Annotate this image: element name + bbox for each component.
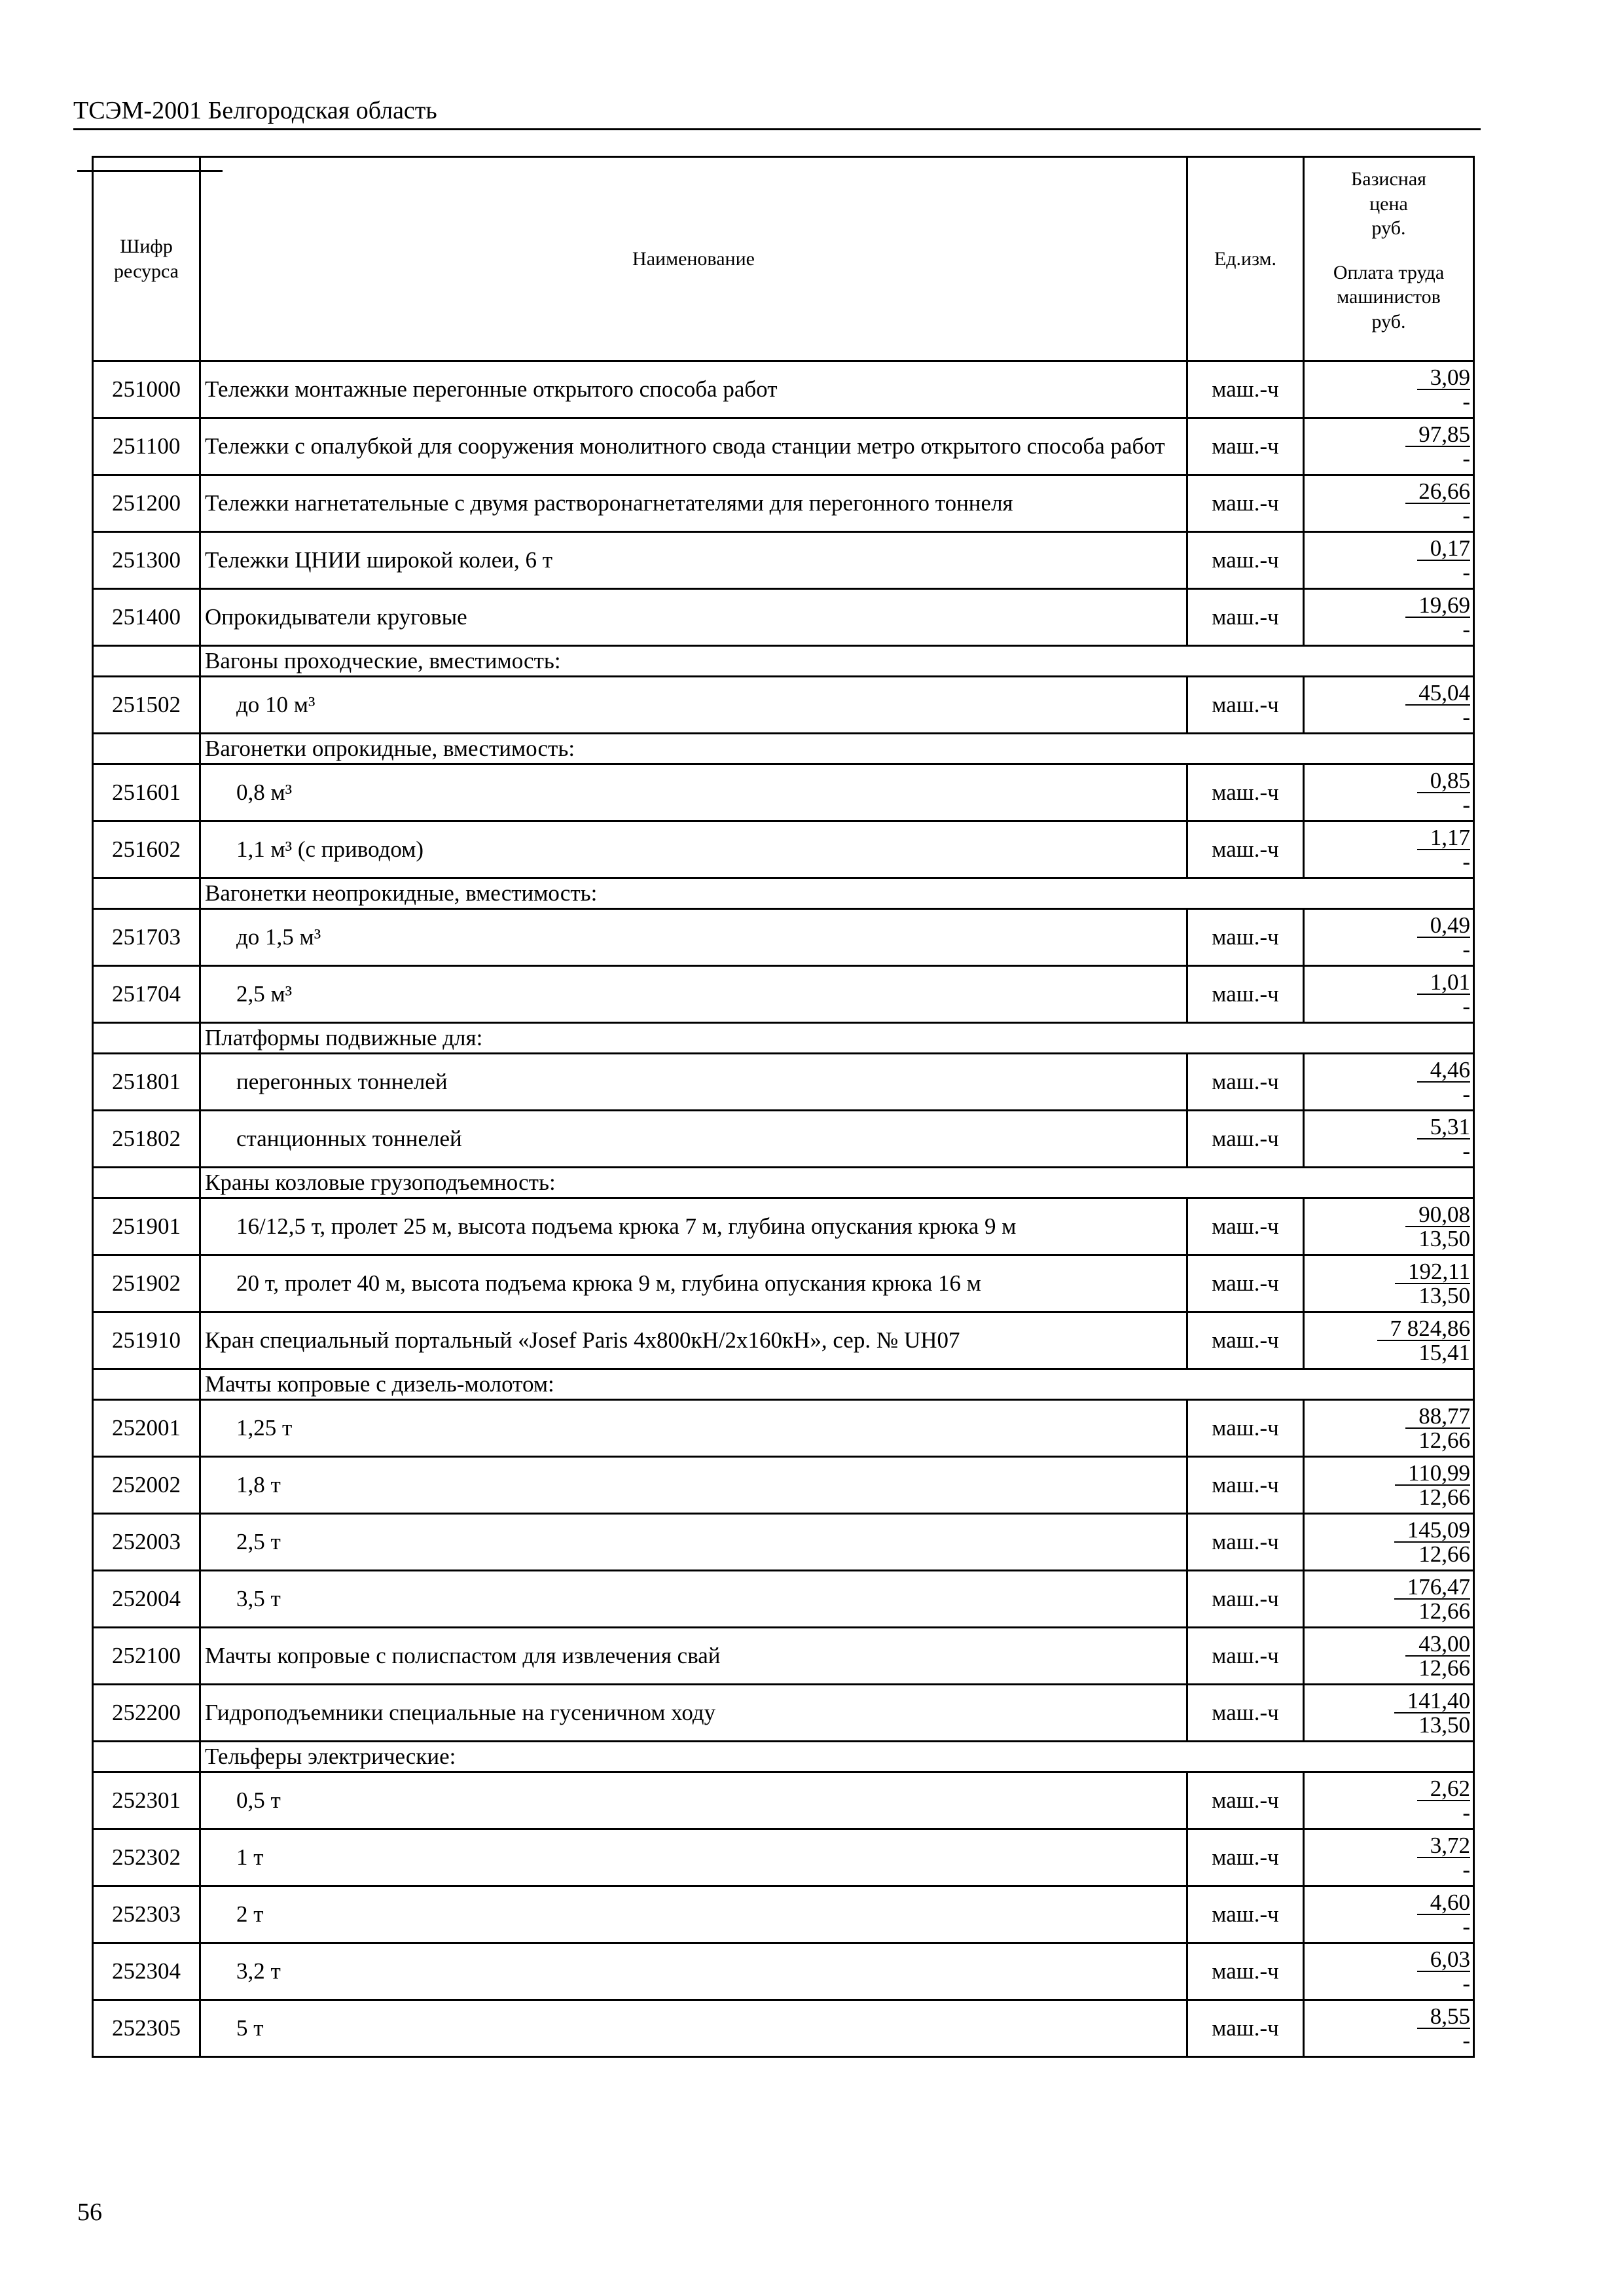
- resource-name: 1,25 т: [200, 1400, 1187, 1457]
- base-price: 192,11: [1395, 1260, 1470, 1284]
- header-price-line: руб.: [1371, 217, 1406, 239]
- resource-price-cell: [1304, 475, 1474, 532]
- base-price: 1,01: [1417, 971, 1470, 995]
- table-row: [93, 361, 1474, 418]
- resource-price-cell: [1304, 1685, 1474, 1742]
- header-labor-line: руб.: [1371, 310, 1406, 332]
- resource-code: 251601: [93, 764, 200, 821]
- group-code-cell: [93, 1369, 200, 1400]
- operator-labor-cost: -: [1462, 994, 1470, 1019]
- resource-price-cell: [1304, 764, 1474, 821]
- group-code-cell: [93, 878, 200, 909]
- resource-price-cell: [1304, 909, 1474, 966]
- resource-unit: маш.-ч: [1187, 1514, 1304, 1571]
- resource-price-cell: [1304, 1772, 1474, 1829]
- group-title: Вагоны проходческие, вместимость:: [200, 646, 1474, 677]
- group-title: Вагонетки опрокидные, вместимость:: [200, 734, 1474, 764]
- group-code-cell: [93, 1742, 200, 1772]
- resource-price-cell: [1304, 1514, 1474, 1571]
- resource-unit: маш.-ч: [1187, 1685, 1304, 1742]
- operator-labor-cost: -: [1462, 503, 1470, 528]
- resource-code: 251400: [93, 589, 200, 646]
- resource-code: 251901: [93, 1198, 200, 1255]
- table-group-row: [93, 646, 1474, 677]
- resource-code: 251502: [93, 677, 200, 734]
- table-row: [93, 1628, 1474, 1685]
- resource-code: 252002: [93, 1457, 200, 1514]
- resource-name: Тележки ЦНИИ широкой колеи, 6 т: [200, 532, 1187, 589]
- base-price: 88,77: [1405, 1405, 1470, 1429]
- table-row: [93, 2000, 1474, 2057]
- resource-name: 0,8 м³: [200, 764, 1187, 821]
- resource-name: Тележки нагнетательные с двумя растворонагнетателями для перегонного тоннеля: [200, 475, 1187, 532]
- resource-code: 252100: [93, 1628, 200, 1685]
- resource-name: 1,8 т: [200, 1457, 1187, 1514]
- resource-price-cell: [1304, 1400, 1474, 1457]
- table-row: [93, 1457, 1474, 1514]
- operator-labor-cost: -: [1462, 446, 1470, 471]
- table-row: [93, 1829, 1474, 1886]
- table-group-row: [93, 1742, 1474, 1772]
- table-row: [93, 1886, 1474, 1943]
- resource-price-cell: [1304, 532, 1474, 589]
- resource-name: 5 т: [200, 2000, 1187, 2057]
- resource-name: 0,5 т: [200, 1772, 1187, 1829]
- table-group-row: [93, 1168, 1474, 1198]
- group-code-cell: [93, 1023, 200, 1054]
- resource-code: 252003: [93, 1514, 200, 1571]
- resource-code: 252305: [93, 2000, 200, 2057]
- price-table: [92, 156, 1475, 2058]
- base-price: 0,85: [1417, 769, 1470, 793]
- resource-code: 251703: [93, 909, 200, 966]
- header-code: Шифр ресурса: [93, 157, 200, 361]
- base-price: 19,69: [1405, 594, 1470, 618]
- resource-unit: маш.-ч: [1187, 1829, 1304, 1886]
- base-price: 45,04: [1405, 681, 1470, 706]
- operator-labor-cost: -: [1462, 1138, 1470, 1164]
- resource-name: 3,2 т: [200, 1943, 1187, 2000]
- operator-labor-cost: 15,41: [1418, 1340, 1470, 1365]
- base-price: 26,66: [1405, 480, 1470, 504]
- resource-name: Гидроподъемники специальные на гусеничном ходу: [200, 1685, 1187, 1742]
- operator-labor-cost: 13,50: [1418, 1712, 1470, 1738]
- resource-name: станционных тоннелей: [200, 1111, 1187, 1168]
- resource-unit: маш.-ч: [1187, 589, 1304, 646]
- group-code-cell: [93, 734, 200, 764]
- resource-code: 252004: [93, 1571, 200, 1628]
- resource-price-cell: [1304, 1198, 1474, 1255]
- resource-name: 3,5 т: [200, 1571, 1187, 1628]
- table-body: [93, 361, 1474, 2057]
- group-code-cell: [93, 646, 200, 677]
- operator-labor-cost: -: [1462, 1081, 1470, 1107]
- table-group-row: [93, 734, 1474, 764]
- base-price: 2,62: [1417, 1777, 1470, 1801]
- resource-name: 16/12,5 т, пролет 25 м, высота подъема крюка 7 м, глубина опускания крюка 9 м: [200, 1198, 1187, 1255]
- resource-price-cell: [1304, 1054, 1474, 1111]
- resource-unit: маш.-ч: [1187, 1255, 1304, 1312]
- resource-code: 252303: [93, 1886, 200, 1943]
- resource-name: Тележки монтажные перегонные открытого способа работ: [200, 361, 1187, 418]
- operator-labor-cost: -: [1462, 792, 1470, 817]
- table-row: [93, 1943, 1474, 2000]
- table-group-row: [93, 1023, 1474, 1054]
- header-price-line: Базисная: [1351, 168, 1426, 190]
- table-row: [93, 418, 1474, 475]
- table-group-row: [93, 1369, 1474, 1400]
- resource-unit: маш.-ч: [1187, 2000, 1304, 2057]
- table-row: [93, 1111, 1474, 1168]
- resource-code: 251300: [93, 532, 200, 589]
- resource-price-cell: [1304, 1255, 1474, 1312]
- resource-price-cell: [1304, 1457, 1474, 1514]
- header-unit: Ед.изм.: [1187, 157, 1304, 361]
- base-price: 141,40: [1394, 1689, 1470, 1713]
- resource-unit: маш.-ч: [1187, 532, 1304, 589]
- table-row: [93, 475, 1474, 532]
- group-title: Вагонетки неопрокидные, вместимость:: [200, 878, 1474, 909]
- base-price: 4,46: [1417, 1058, 1470, 1083]
- resource-unit: маш.-ч: [1187, 1312, 1304, 1369]
- resource-unit: маш.-ч: [1187, 1571, 1304, 1628]
- resource-price-cell: [1304, 677, 1474, 734]
- group-title: Платформы подвижные для:: [200, 1023, 1474, 1054]
- resource-code: 251902: [93, 1255, 200, 1312]
- table-row: [93, 1772, 1474, 1829]
- header-rule: [73, 128, 1481, 130]
- resource-unit: маш.-ч: [1187, 966, 1304, 1023]
- resource-name: 1,1 м³ (с приводом): [200, 821, 1187, 878]
- resource-unit: маш.-ч: [1187, 475, 1304, 532]
- base-price: 145,09: [1394, 1518, 1470, 1543]
- resource-code: 251802: [93, 1111, 200, 1168]
- operator-labor-cost: -: [1462, 1800, 1470, 1825]
- table-row: [93, 1571, 1474, 1628]
- operator-labor-cost: 12,66: [1418, 1484, 1470, 1510]
- resource-name: 20 т, пролет 40 м, высота подъема крюка 9 м, глубина опускания крюка 16 м: [200, 1255, 1187, 1312]
- resource-price-cell: [1304, 2000, 1474, 2057]
- base-price: 3,72: [1417, 1834, 1470, 1858]
- resource-code: 251200: [93, 475, 200, 532]
- page-title: ТСЭМ-2001 Белгородская область: [73, 97, 437, 124]
- table-row: [93, 1400, 1474, 1457]
- resource-code: 252200: [93, 1685, 200, 1742]
- table-row: [93, 1514, 1474, 1571]
- resource-unit: маш.-ч: [1187, 1628, 1304, 1685]
- base-price: 8,55: [1417, 2005, 1470, 2029]
- operator-labor-cost: -: [1462, 560, 1470, 585]
- header-price: [1304, 157, 1474, 361]
- group-code-cell: [93, 1168, 200, 1198]
- operator-labor-cost: -: [1462, 617, 1470, 642]
- base-price: 5,31: [1417, 1115, 1470, 1139]
- group-title: Мачты копровые с дизель-молотом:: [200, 1369, 1474, 1400]
- table-row: [93, 909, 1474, 966]
- table-row: [93, 677, 1474, 734]
- operator-labor-cost: -: [1462, 704, 1470, 730]
- table-row: [93, 1198, 1474, 1255]
- table-row: [93, 764, 1474, 821]
- operator-labor-cost: -: [1462, 2028, 1470, 2053]
- resource-unit: маш.-ч: [1187, 1457, 1304, 1514]
- base-price: 0,49: [1417, 914, 1470, 938]
- operator-labor-cost: 12,66: [1418, 1598, 1470, 1624]
- page-number: 56: [77, 2198, 102, 2226]
- resource-price-cell: [1304, 1943, 1474, 2000]
- resource-unit: маш.-ч: [1187, 418, 1304, 475]
- resource-unit: маш.-ч: [1187, 821, 1304, 878]
- resource-code: 252301: [93, 1772, 200, 1829]
- resource-code: 252001: [93, 1400, 200, 1457]
- operator-labor-cost: 13,50: [1418, 1283, 1470, 1308]
- header-labor-line: машинистов: [1337, 286, 1441, 308]
- operator-labor-cost: -: [1462, 1914, 1470, 1939]
- resource-code: 251000: [93, 361, 200, 418]
- resource-price-cell: [1304, 1829, 1474, 1886]
- operator-labor-cost: 12,66: [1418, 1655, 1470, 1681]
- resource-price-cell: [1304, 1628, 1474, 1685]
- base-price: 3,09: [1417, 366, 1470, 390]
- resource-unit: маш.-ч: [1187, 1111, 1304, 1168]
- resource-unit: маш.-ч: [1187, 909, 1304, 966]
- resource-unit: маш.-ч: [1187, 1400, 1304, 1457]
- base-price: 7 824,86: [1377, 1317, 1471, 1341]
- table-row: [93, 1312, 1474, 1369]
- resource-name: до 1,5 м³: [200, 909, 1187, 966]
- table-row: [93, 532, 1474, 589]
- resource-price-cell: [1304, 361, 1474, 418]
- resource-price-cell: [1304, 821, 1474, 878]
- resource-price-cell: [1304, 1111, 1474, 1168]
- base-price: 1,17: [1417, 826, 1470, 850]
- resource-name: 2 т: [200, 1886, 1187, 1943]
- resource-name: до 10 м³: [200, 677, 1187, 734]
- resource-price-cell: [1304, 418, 1474, 475]
- resource-name: Тележки с опалубкой для сооружения монолитного свода станции метро открытого способа работ: [200, 418, 1187, 475]
- group-title: Тельферы электрические:: [200, 1742, 1474, 1772]
- resource-unit: маш.-ч: [1187, 1772, 1304, 1829]
- table-row: [93, 1255, 1474, 1312]
- resource-name: Опрокидыватели круговые: [200, 589, 1187, 646]
- header-name: Наименование: [200, 157, 1187, 361]
- operator-labor-cost: 13,50: [1418, 1226, 1470, 1251]
- resource-name: Мачты копровые с полиспастом для извлечения свай: [200, 1628, 1187, 1685]
- base-price: 110,99: [1395, 1462, 1470, 1486]
- resource-name: 2,5 м³: [200, 966, 1187, 1023]
- resource-unit: маш.-ч: [1187, 764, 1304, 821]
- resource-price-cell: [1304, 1312, 1474, 1369]
- operator-labor-cost: -: [1462, 389, 1470, 414]
- operator-labor-cost: -: [1462, 937, 1470, 962]
- table-row: [93, 1685, 1474, 1742]
- resource-code: 251801: [93, 1054, 200, 1111]
- resource-code: 251704: [93, 966, 200, 1023]
- resource-name: перегонных тоннелей: [200, 1054, 1187, 1111]
- resource-unit: маш.-ч: [1187, 361, 1304, 418]
- resource-name: 2,5 т: [200, 1514, 1187, 1571]
- base-price: 43,00: [1405, 1632, 1470, 1657]
- base-price: 0,17: [1417, 537, 1470, 561]
- resource-name: Кран специальный портальный «Josef Paris 4x800кН/2x160кН», сер. № UH07: [200, 1312, 1187, 1369]
- resource-name: 1 т: [200, 1829, 1187, 1886]
- base-price: 90,08: [1405, 1203, 1470, 1227]
- base-price: 6,03: [1417, 1948, 1470, 1972]
- base-price: 176,47: [1394, 1575, 1470, 1600]
- table-header-row: [93, 157, 1474, 361]
- table-row: [93, 589, 1474, 646]
- resource-code: 251910: [93, 1312, 200, 1369]
- resource-code: 252302: [93, 1829, 200, 1886]
- group-title: Краны козловые грузоподъемность:: [200, 1168, 1474, 1198]
- resource-code: 251602: [93, 821, 200, 878]
- resource-unit: маш.-ч: [1187, 1943, 1304, 2000]
- resource-unit: маш.-ч: [1187, 1054, 1304, 1111]
- resource-price-cell: [1304, 1571, 1474, 1628]
- operator-labor-cost: -: [1462, 1971, 1470, 1996]
- operator-labor-cost: -: [1462, 1857, 1470, 1882]
- resource-unit: маш.-ч: [1187, 1198, 1304, 1255]
- resource-code: 252304: [93, 1943, 200, 2000]
- resource-price-cell: [1304, 966, 1474, 1023]
- base-price: 97,85: [1405, 423, 1470, 447]
- operator-labor-cost: 12,66: [1418, 1541, 1470, 1567]
- table-row: [93, 1054, 1474, 1111]
- table-row: [93, 966, 1474, 1023]
- resource-price-cell: [1304, 589, 1474, 646]
- resource-code: 251100: [93, 418, 200, 475]
- header-price-line: цена: [1369, 192, 1408, 215]
- base-price: 4,60: [1417, 1891, 1470, 1915]
- operator-labor-cost: -: [1462, 849, 1470, 874]
- resource-price-cell: [1304, 1886, 1474, 1943]
- table-row: [93, 821, 1474, 878]
- header-labor-line: Оплата труда: [1333, 261, 1445, 283]
- resource-unit: маш.-ч: [1187, 677, 1304, 734]
- table-group-row: [93, 878, 1474, 909]
- operator-labor-cost: 12,66: [1418, 1427, 1470, 1453]
- resource-unit: маш.-ч: [1187, 1886, 1304, 1943]
